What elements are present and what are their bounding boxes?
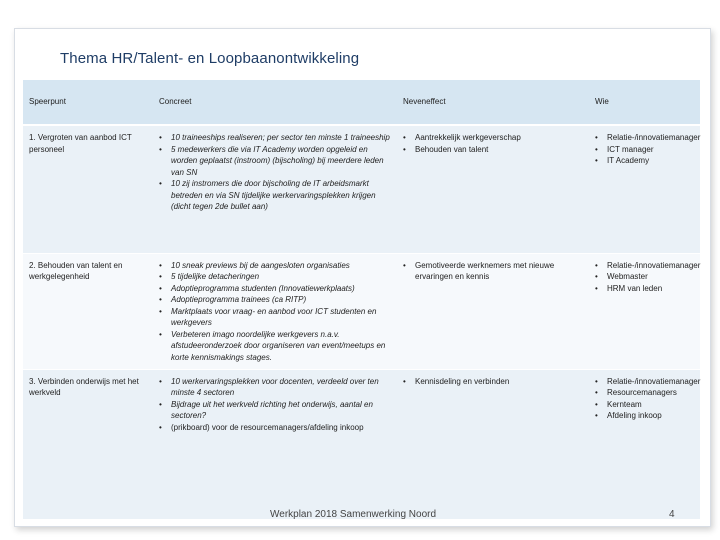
- list-item: • 10 werkervaringsplekken voor docenten, verdeeld over ten minste 4 sectoren: [159, 376, 391, 399]
- list-item: • 10 sneak previews bij de aangesloten organisaties: [159, 260, 391, 272]
- footer-text: Werkplan 2018 Samenwerking Noord: [270, 509, 437, 520]
- neveneffect-cell: [397, 369, 589, 519]
- list-item: • 10 zij instromers die door bijscholing de IT arbeidsmarkt betreden en via SN tijdelijke werkervaringsplekken krijgen (dicht tegen 2de bullet aan): [159, 178, 391, 213]
- list-item: • Kernteam: [595, 399, 694, 411]
- list-item: • ICT manager: [595, 144, 694, 156]
- header-wie: Wie: [589, 80, 700, 125]
- list-item: • Kennisdeling en verbinden: [403, 376, 583, 388]
- list-item: • Verbeteren imago noordelijke werkgevers n.a.v. afstudeeronderzoek door organiseren van event/meetups en korte kennismakings stages.: [159, 329, 391, 364]
- speerpunt-cell: 2. Behouden van talent en werkgelegenheid: [23, 253, 153, 369]
- table-header-row: [23, 80, 700, 125]
- list-item: • IT Academy: [595, 155, 694, 167]
- speerpunt-cell: 1. Vergroten van aanbod ICT personeel: [23, 125, 153, 253]
- wie-cell: [589, 253, 700, 369]
- slide-title: Thema HR/Talent- en Loopbaanontwikkeling: [60, 50, 360, 67]
- list-item: • Adoptieprogramma trainees (ca RITP): [159, 294, 391, 306]
- header-neveneffect: Neveneffect: [397, 80, 589, 125]
- list-item: • Resourcemanagers: [595, 387, 694, 399]
- list-item: • Afdeling inkoop: [595, 410, 694, 422]
- list-item: • Aantrekkelijk werkgeverschap: [403, 132, 583, 144]
- list-item: • Gemotiveerde werknemers met nieuwe ervaringen en kennis: [403, 260, 583, 283]
- list-item: • HRM van leden: [595, 283, 694, 295]
- concreet-cell: [153, 253, 397, 369]
- wie-cell: [589, 369, 700, 519]
- header-concreet: Concreet: [153, 80, 397, 125]
- table-row: [23, 125, 700, 253]
- list-item: • Relatie-/innovatiemanager: [595, 260, 694, 272]
- list-item: • 5 medewerkers die via IT Academy worden opgeleid en worden geplaatst (instroom) (bijscholing) bij meerdere leden van SN: [159, 144, 391, 179]
- list-item: • Relatie-/innovatiemanager: [595, 132, 694, 144]
- list-item: • (prikboard) voor de resourcemanagers/afdeling inkoop: [159, 422, 391, 434]
- speerpunt-cell: 3. Verbinden onderwijs met het werkveld: [23, 369, 153, 519]
- list-item: • Adoptieprogramma studenten (Innovatiewerkplaats): [159, 283, 391, 295]
- list-item: • 5 tijdelijke detacheringen: [159, 271, 391, 283]
- list-item: • 10 traineeships realiseren; per sector ten minste 1 traineeship: [159, 132, 391, 144]
- neveneffect-cell: [397, 125, 589, 253]
- plan-table: [23, 80, 700, 520]
- list-item: • Behouden van talent: [403, 144, 583, 156]
- concreet-cell: [153, 369, 397, 519]
- page-number: 4: [669, 509, 675, 520]
- neveneffect-cell: [397, 253, 589, 369]
- concreet-cell: [153, 125, 397, 253]
- header-speerpunt: Speerpunt: [23, 80, 153, 125]
- list-item: • Relatie-/innovatiemanager: [595, 376, 694, 388]
- list-item: • Webmaster: [595, 271, 694, 283]
- list-item: • Bijdrage uit het werkveld richting het onderwijs, aantal en sectoren?: [159, 399, 391, 422]
- wie-cell: [589, 125, 700, 253]
- table-row: [23, 253, 700, 369]
- list-item: • Marktplaats voor vraag- en aanbod voor ICT studenten en werkgevers: [159, 306, 391, 329]
- table-row: [23, 369, 700, 519]
